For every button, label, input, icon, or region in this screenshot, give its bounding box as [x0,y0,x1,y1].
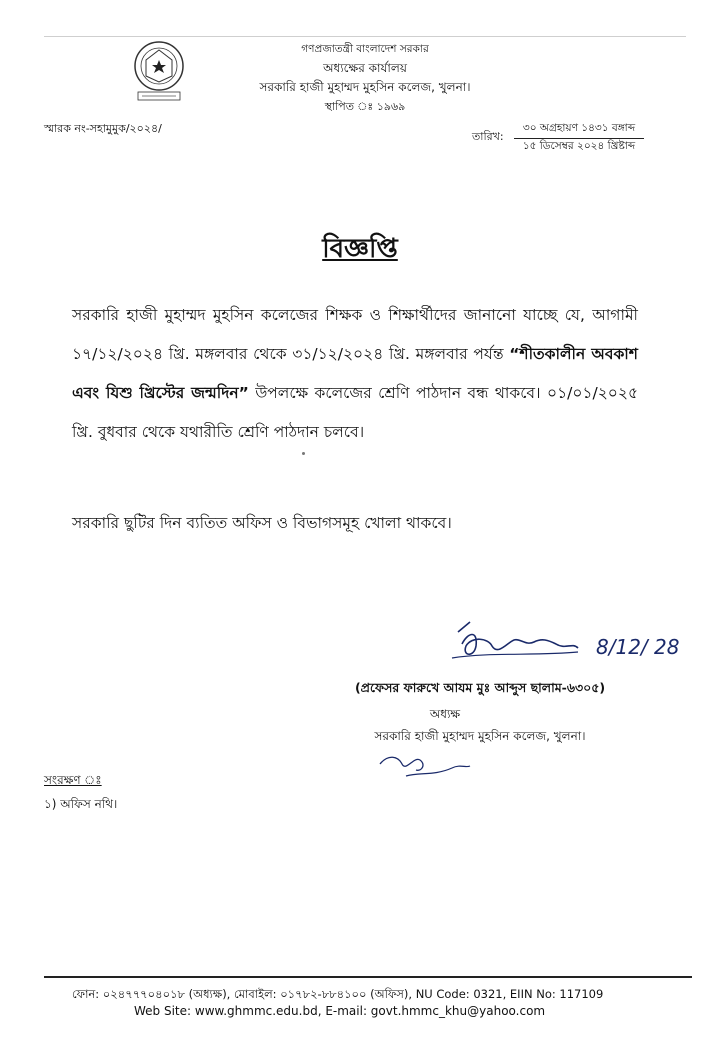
signature-icon [448,612,708,682]
preservation-item: ১) অফিস নথি। [44,797,118,811]
established: স্থাপিত ঃ ১৯৬৯ [324,100,406,113]
date-bangla: ৩০ অগ্রহায়ণ ১৪৩১ বঙ্গাব্দ [522,122,636,134]
college-name: সরকারি হাজী মুহাম্মদ মুহসিন কলেজ, খুলনা। [259,80,471,94]
memo-number: স্মারক নং-সহামুমুক/২০২৪/ [44,122,162,135]
initial-mark-icon [376,746,476,786]
top-rule [44,36,686,37]
date-block [514,119,644,155]
letterhead [200,40,530,116]
date-english: ১৫ ডিসেম্বর ২০২৪ খ্রিষ্টাব্দ [522,140,636,152]
preservation-label: সংরক্ষণ ঃ [44,773,102,787]
stray-mark [302,452,305,455]
body-bold: “শীতকালীন অবকাশ এবং যিশু খ্রিস্টের জন্মদিন” [72,345,638,402]
date-label: তারিখ: [472,130,504,143]
office-name: অধ্যক্ষের কার্যালয় [323,61,407,75]
body-part2: উপলক্ষে কলেজের শ্রেণি পাঠদান বন্ধ থাকবে। ০১/০১/২০২৫ খ্রি. বুধবার থেকে যথারীতি শ্রেণি পাঠদান চলবে। [72,384,639,441]
footer-rule [44,976,692,978]
college-seal-icon [130,38,188,102]
svg-text:8/12/ 28: 8/12/ 28 [596,635,680,659]
signatory-designation: অধ্যক্ষ [429,707,461,721]
notice-para2: সরকারি ছুটির দিন ব্যতিত অফিস ও বিভাগসমূহ খোলা থাকবে। [72,514,452,532]
govt-name: গণপ্রজাতন্ত্রী বাংলাদেশ সরকার [301,43,429,55]
footer-contact: ফোন: ০২৪৭৭৭০৪০১৮ (অধ্যক্ষ), মোবাইল: ০১৭৮২-৮৮৪১০০ (অফিস), NU Code: 0321, EIIN No: 117109 [72,987,604,1001]
notice-title: বিজ্ঞপ্তি [322,234,398,264]
signatory-institution: সরকারি হাজী মুহাম্মদ মুহসিন কলেজ, খুলনা। [374,729,586,743]
date-divider [514,138,644,139]
footer-web: Web Site: www.ghmmc.edu.bd, E-mail: govt.hmmc_khu@yahoo.com [134,1004,546,1018]
signatory-name: (প্রফেসর ফারুখে আযম মুঃ আব্দুস ছালাম-৬৩০৫) [354,680,606,695]
notice-body [72,296,638,452]
body-part1: সরকারি হাজী মুহাম্মদ মুহসিন কলেজের শিক্ষক ও শিক্ষার্থীদের জানানো যাচ্ছে যে, আগামী ১৭/১২/২০২৪ খ্রি. মঙ্গলবার থেকে ৩১/১২/২০২৪ খ্রি. মঙ্গলবার পর্যন্ত [72,306,638,363]
